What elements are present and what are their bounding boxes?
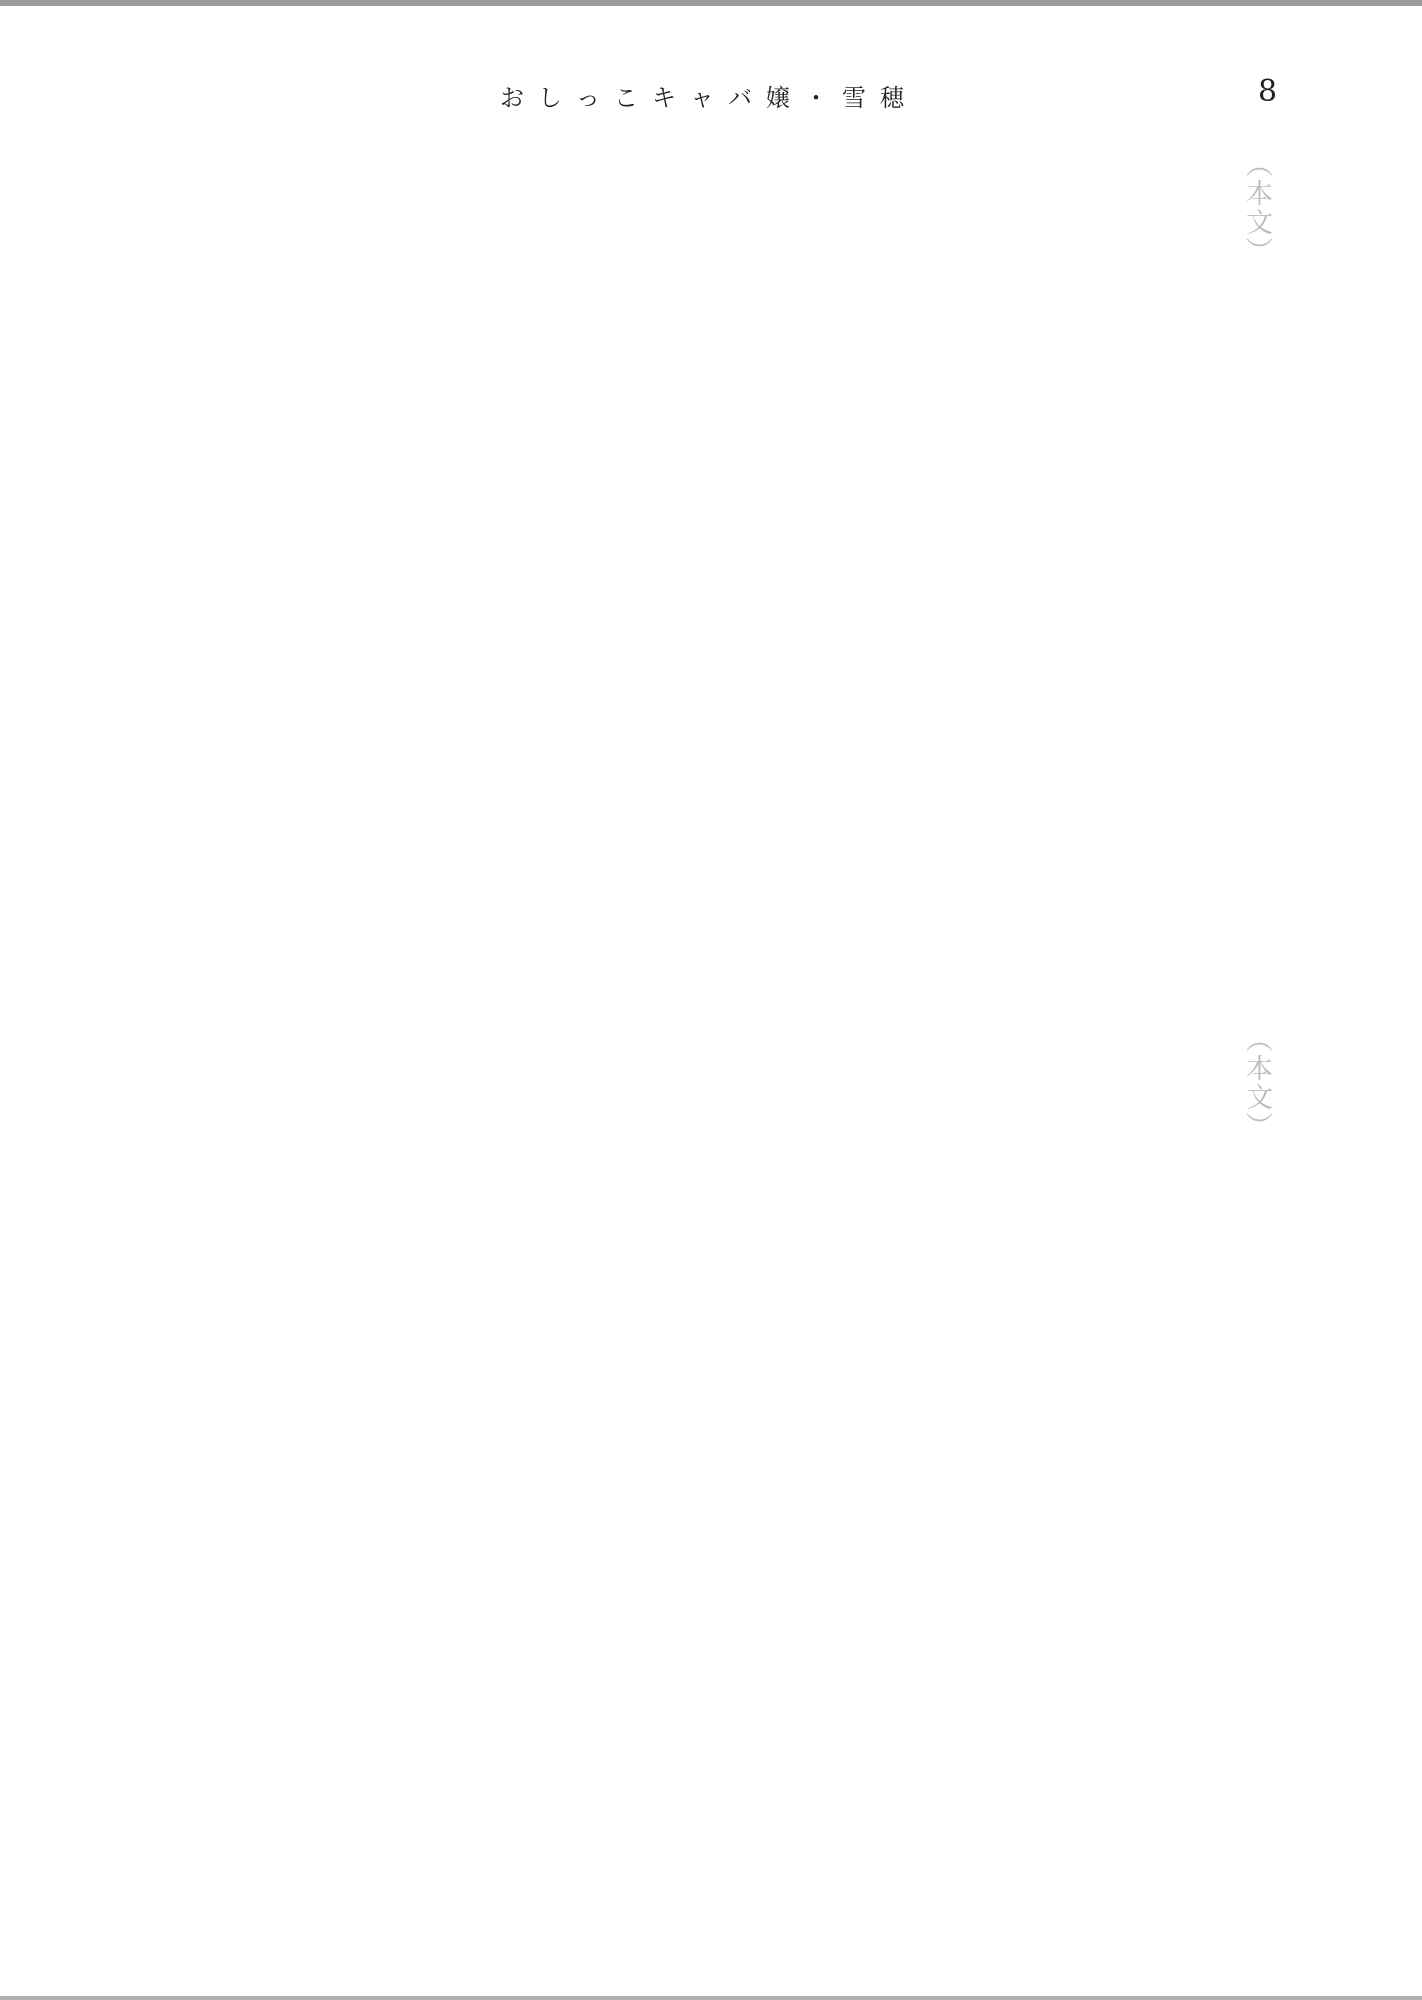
upper-text-block bbox=[189, 150, 1279, 975]
text-column: （本文） bbox=[1241, 150, 1272, 266]
bottom-border bbox=[0, 1996, 1422, 2000]
running-header-title: おしっこキャバ嬢・雪穂 bbox=[500, 84, 918, 112]
text-column: （本文） bbox=[1241, 1025, 1272, 1141]
lower-text-block bbox=[189, 1025, 1279, 1855]
page-number: 8 bbox=[1258, 74, 1278, 109]
top-border bbox=[0, 0, 1422, 6]
